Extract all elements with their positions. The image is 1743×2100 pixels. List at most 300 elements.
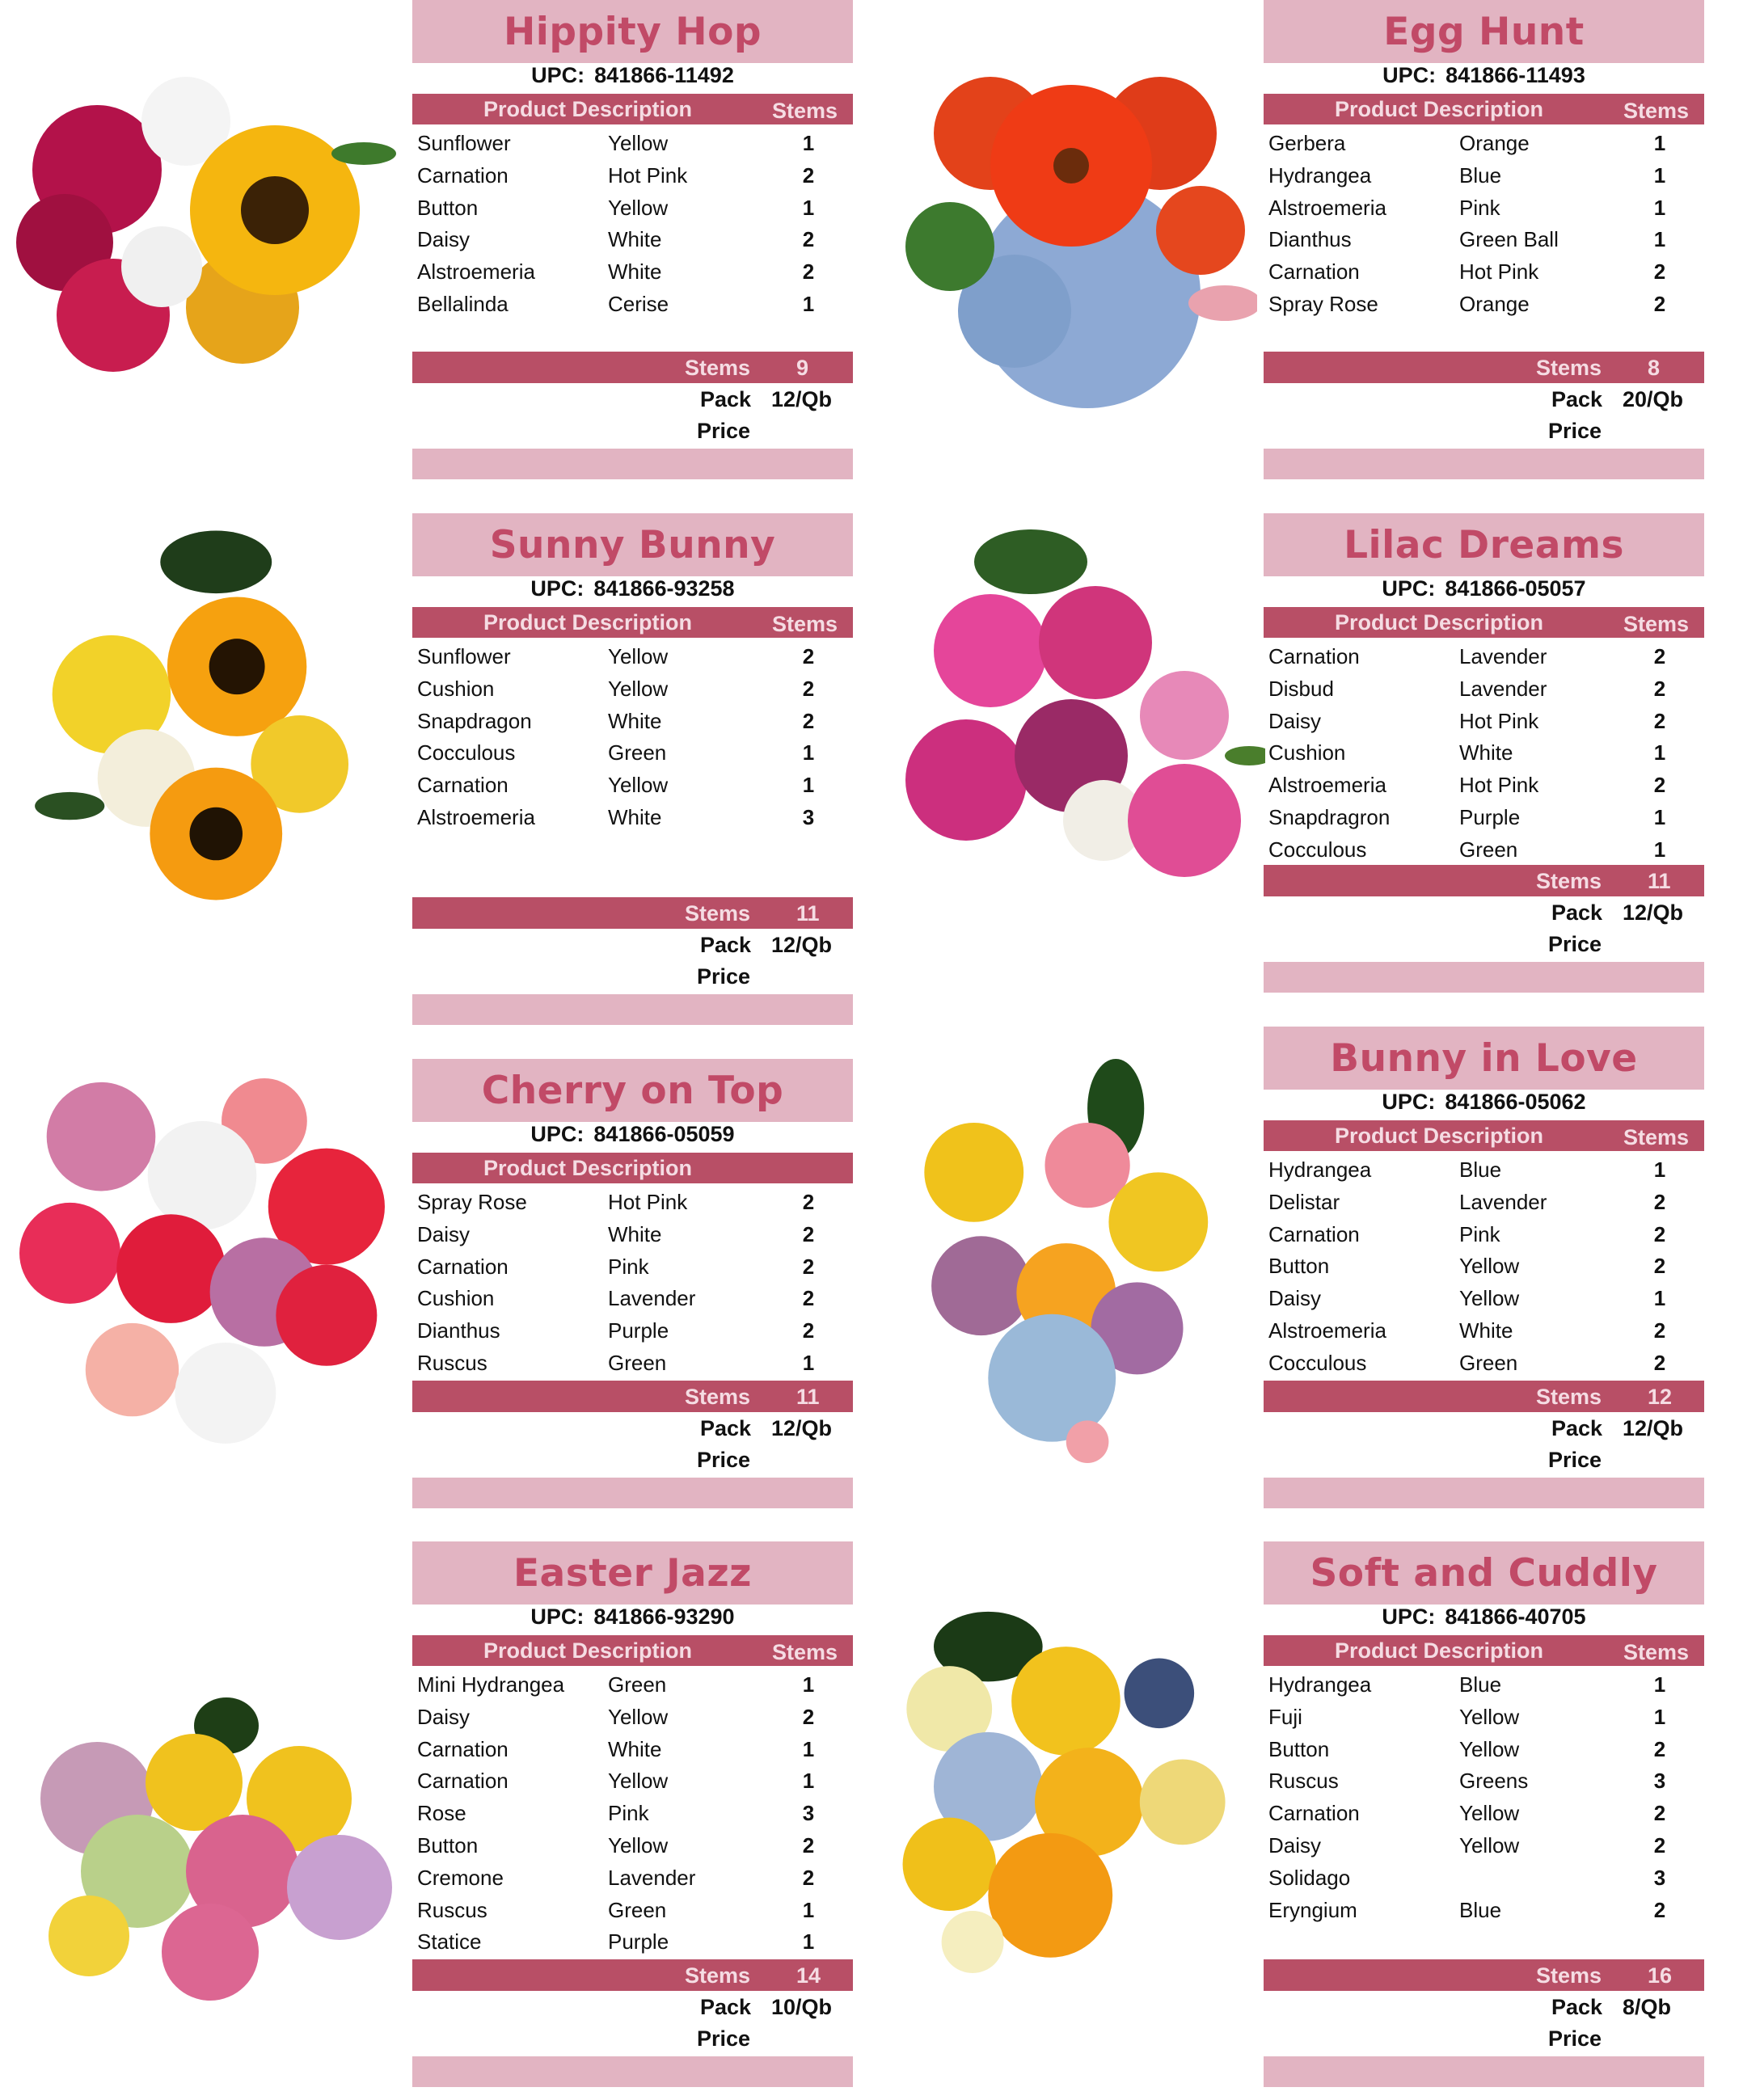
list-item: [1264, 1862, 1704, 1895]
flower-color: Yellow: [1459, 1832, 1520, 1858]
list-item: [1264, 1283, 1704, 1315]
flower-name: Carnation: [417, 1736, 509, 1761]
flower-name: Button: [1268, 1254, 1330, 1279]
list-item: [412, 1283, 853, 1315]
flower-name: Carnation: [1268, 644, 1360, 668]
flower-name: Gerbera: [1268, 131, 1346, 155]
flower-stems: 1: [1653, 131, 1666, 155]
list-item: [1264, 1219, 1704, 1251]
flower-name: Carnation: [1268, 1221, 1360, 1246]
stems-header: Stems: [1623, 1125, 1690, 1149]
flower-stems: 2: [802, 1318, 815, 1343]
list-item: [1264, 289, 1704, 321]
pack-label: Pack: [700, 387, 752, 411]
flower-stems: 1: [802, 1350, 815, 1375]
pack-value: 12/Qb: [771, 933, 833, 957]
pack-line: [412, 933, 853, 964]
pack-value: 8/Qb: [1623, 1995, 1672, 2019]
flower-stems: 2: [1653, 1801, 1666, 1826]
bouquet-photo: [853, 40, 1257, 445]
list-item: [412, 256, 853, 289]
flower-name: Mini Hydrangea: [417, 1672, 565, 1697]
upc-value: 841866-05062: [1445, 1090, 1586, 1114]
title-bar: [412, 1059, 853, 1122]
flower-color: Lavender: [1459, 1189, 1547, 1214]
product-title: Easter Jazz: [513, 1550, 753, 1596]
list-item: [1264, 128, 1704, 160]
flower-color: Green: [1459, 837, 1518, 862]
flower-color: White: [608, 259, 662, 285]
list-item: [412, 160, 853, 192]
flower-name: Ruscus: [417, 1897, 487, 1922]
stems-total-bar: [412, 1959, 853, 1991]
flower-stems: 2: [802, 1286, 815, 1311]
flower-color: Yellow: [1459, 1286, 1520, 1311]
bouquet-photo: [0, 1059, 404, 1463]
product-description-header: Product Description: [1335, 1124, 1544, 1148]
product-title: Egg Hunt: [1383, 9, 1585, 54]
list-item: [1264, 256, 1704, 289]
list-item: [412, 289, 853, 321]
flower-stems: 1: [802, 291, 815, 316]
list-item: [412, 1315, 853, 1347]
title-bar: [1264, 513, 1704, 576]
list-item: [1264, 737, 1704, 770]
upc-label: UPC:: [530, 576, 585, 601]
flower-color: Purple: [608, 1318, 669, 1343]
flower-name: Button: [1268, 1736, 1330, 1761]
flower-stems: 3: [802, 1801, 815, 1826]
price-label: Price: [1548, 419, 1602, 443]
stems-header: Stems: [772, 612, 838, 636]
stems-total-label: Stems: [1536, 1963, 1602, 1988]
flower-color: Yellow: [608, 1832, 669, 1858]
stems-header: Stems: [1623, 612, 1690, 636]
stems-total-bar: [1264, 1381, 1704, 1412]
flower-name: Solidago: [1268, 1865, 1351, 1890]
product-title: Bunny in Love: [1330, 1035, 1638, 1081]
flower-stems: 1: [802, 131, 815, 155]
bouquet-photo: [0, 513, 404, 917]
product-description-header: Product Description: [1335, 610, 1544, 635]
flower-color: Orange: [1459, 291, 1530, 316]
flower-stems: 2: [1653, 773, 1666, 798]
list-item: [412, 1926, 853, 1959]
flower-name: Button: [417, 1832, 479, 1858]
flower-stems: 2: [1653, 1221, 1666, 1246]
flower-name: Bellalinda: [417, 291, 509, 316]
flower-name: Carnation: [417, 1254, 509, 1279]
list-item: [1264, 1187, 1704, 1219]
pack-line: [1264, 1995, 1704, 2026]
flower-name: Cushion: [417, 1286, 495, 1311]
flower-color: Hot Pink: [1459, 773, 1539, 798]
flower-color: White: [608, 1736, 662, 1761]
flower-stems: 3: [1653, 1769, 1666, 1794]
flower-color: Yellow: [1459, 1254, 1520, 1279]
flower-stems: 2: [1653, 1832, 1666, 1858]
flower-name: Dianthus: [417, 1318, 500, 1343]
flower-color: Yellow: [608, 1769, 669, 1794]
pack-label: Pack: [1551, 1995, 1603, 2019]
title-bar: [412, 0, 853, 63]
flower-stems: 2: [802, 1254, 815, 1279]
list-item: [412, 641, 853, 673]
title-bar: [1264, 0, 1704, 63]
flower-name: Disbud: [1268, 676, 1334, 701]
stems-total-bar: [1264, 865, 1704, 896]
stems-header: Stems: [772, 1640, 838, 1664]
price-line: [1264, 1448, 1704, 1478]
flower-stems: 2: [1653, 676, 1666, 701]
upc-line: [412, 63, 853, 88]
flower-color: Purple: [1459, 804, 1521, 829]
flower-name: Alstroemeria: [417, 804, 535, 829]
flower-name: Sunflower: [417, 644, 511, 668]
upc-label: UPC:: [1382, 1090, 1436, 1114]
list-item: [1264, 802, 1704, 834]
flower-stems: 2: [1653, 259, 1666, 285]
pack-label: Pack: [700, 1416, 752, 1440]
pack-line: [1264, 900, 1704, 931]
flower-name: Dianthus: [1268, 227, 1352, 252]
pack-label: Pack: [700, 1995, 752, 2019]
flower-stems: 2: [802, 644, 815, 668]
list-item: [1264, 224, 1704, 256]
list-item: [1264, 1347, 1704, 1380]
flower-color: Yellow: [608, 676, 669, 701]
pack-value: 20/Qb: [1623, 387, 1684, 411]
price-label: Price: [697, 964, 751, 989]
list-item: [1264, 1765, 1704, 1798]
flower-stems: 2: [802, 676, 815, 701]
product-description-header: Product Description: [483, 610, 693, 635]
flower-stems: 1: [802, 740, 815, 765]
price-line: [412, 1448, 853, 1478]
stems-total-label: Stems: [1536, 1385, 1602, 1409]
flower-stems: 3: [802, 804, 815, 829]
upc-line: [412, 576, 853, 601]
flower-name: Daisy: [1268, 708, 1322, 733]
list-item: [412, 737, 853, 770]
price-line: [412, 419, 853, 449]
price-bar: [1264, 962, 1704, 993]
upc-line: [1264, 576, 1704, 601]
pack-label: Pack: [700, 933, 752, 957]
list-item: [1264, 770, 1704, 802]
stems-total-label: Stems: [685, 356, 751, 380]
stems-header: Stems: [1623, 99, 1690, 123]
flower-stems: 1: [1653, 804, 1666, 829]
upc-value: 841866-05059: [593, 1122, 735, 1146]
flower-color: Yellow: [608, 1704, 669, 1729]
product-description-header: Product Description: [483, 1156, 693, 1180]
flower-color: Lavender: [608, 1286, 696, 1311]
table-header: [412, 1153, 853, 1183]
flower-color: Pink: [1459, 1221, 1500, 1246]
price-label: Price: [1548, 932, 1602, 956]
flower-color: Yellow: [608, 131, 669, 155]
stems-total-label: Stems: [1536, 869, 1602, 893]
price-line: [1264, 2026, 1704, 2057]
flower-name: Daisy: [417, 1704, 471, 1729]
flower-name: Eryngium: [1268, 1897, 1357, 1922]
upc-line: [412, 1605, 853, 1630]
upc-value: 841866-11492: [594, 63, 734, 87]
flower-stems: 1: [802, 1672, 815, 1697]
flower-stems: 1: [802, 1929, 815, 1955]
title-bar: [412, 1541, 853, 1605]
list-item: [412, 1862, 853, 1895]
upc-line: [1264, 1090, 1704, 1115]
flower-color: Greens: [1459, 1769, 1529, 1794]
flower-stems: 1: [802, 1897, 815, 1922]
stems-total-value: 11: [796, 901, 820, 926]
flower-stems: 1: [1653, 1672, 1666, 1697]
stems-total-value: 16: [1648, 1963, 1673, 1988]
list-item: [412, 128, 853, 160]
list-item: [412, 1798, 853, 1830]
list-item: [412, 224, 853, 256]
item-list: [412, 641, 853, 834]
list-item: [412, 770, 853, 802]
flower-color: White: [608, 227, 662, 252]
list-item: [1264, 1702, 1704, 1734]
table-header: [412, 94, 853, 124]
flower-color: White: [1459, 740, 1513, 765]
stems-total-value: 9: [796, 356, 809, 380]
list-item: [1264, 641, 1704, 673]
list-item: [1264, 160, 1704, 192]
pack-value: 12/Qb: [1623, 1416, 1684, 1440]
pack-line: [412, 387, 853, 418]
flower-color: Orange: [1459, 131, 1530, 155]
list-item: [412, 673, 853, 706]
product-title: Lilac Dreams: [1344, 522, 1624, 567]
flower-name: Hydrangea: [1268, 1158, 1372, 1182]
upc-label: UPC:: [1382, 576, 1436, 601]
flower-color: Green: [1459, 1350, 1518, 1375]
price-bar: [412, 994, 853, 1025]
list-item: [412, 706, 853, 738]
flower-stems: 2: [802, 227, 815, 252]
flower-color: Blue: [1459, 162, 1502, 188]
flower-name: Button: [417, 195, 479, 220]
flower-color: Green Ball: [1459, 227, 1559, 252]
pack-label: Pack: [1551, 1416, 1603, 1440]
product-description-header: Product Description: [1335, 1638, 1544, 1663]
flower-name: Carnation: [417, 1769, 509, 1794]
stems-total-value: 11: [1648, 869, 1671, 893]
price-label: Price: [697, 2026, 751, 2051]
flower-name: Carnation: [417, 162, 509, 188]
flower-name: Spray Rose: [417, 1190, 527, 1214]
flower-color: Hot Pink: [1459, 708, 1539, 733]
flower-color: Lavender: [1459, 676, 1547, 701]
upc-line: [412, 1122, 853, 1147]
price-bar: [1264, 2056, 1704, 2087]
title-bar: [1264, 1027, 1704, 1090]
price-label: Price: [1548, 1448, 1602, 1472]
flower-name: Cocculous: [1268, 1350, 1367, 1375]
flower-color: White: [608, 1221, 662, 1246]
flower-name: Ruscus: [1268, 1769, 1339, 1794]
list-item: [1264, 1830, 1704, 1862]
item-list: [1264, 1154, 1704, 1380]
flower-stems: 1: [1653, 1286, 1666, 1311]
list-item: [412, 1734, 853, 1766]
upc-label: UPC:: [530, 1122, 585, 1146]
list-item: [412, 1765, 853, 1798]
list-item: [1264, 1154, 1704, 1187]
pack-value: 12/Qb: [771, 1416, 833, 1440]
price-bar: [412, 2056, 853, 2087]
stems-total-label: Stems: [685, 901, 751, 926]
flower-color: Cerise: [608, 291, 669, 316]
flower-color: Purple: [608, 1929, 669, 1955]
flower-stems: 1: [802, 1736, 815, 1761]
flower-name: Carnation: [417, 773, 509, 798]
product-title: Cherry on Top: [481, 1068, 784, 1113]
flower-stems: 2: [1653, 1318, 1666, 1343]
flower-name: Daisy: [417, 1221, 471, 1246]
stems-total-bar: [412, 897, 853, 929]
flower-name: Daisy: [417, 227, 471, 252]
flower-name: Snapdragon: [417, 708, 532, 733]
list-item: [1264, 1315, 1704, 1347]
list-item: [412, 1702, 853, 1734]
stems-total-value: 14: [796, 1963, 821, 1988]
flower-color: White: [608, 708, 662, 733]
product-description-header: Product Description: [483, 1638, 693, 1663]
stems-total-bar: [1264, 352, 1704, 383]
flower-name: Cremone: [417, 1865, 504, 1890]
flower-name: Carnation: [1268, 259, 1360, 285]
title-bar: [1264, 1541, 1704, 1605]
stems-total-value: 8: [1648, 356, 1661, 380]
item-list: [1264, 1669, 1704, 1926]
upc-value: 841866-11493: [1445, 63, 1585, 87]
flower-color: Yellow: [1459, 1801, 1520, 1826]
flower-color: Hot Pink: [608, 162, 688, 188]
flower-stems: 1: [802, 195, 815, 220]
flower-color: Green: [608, 740, 667, 765]
list-item: [1264, 1798, 1704, 1830]
list-item: [412, 802, 853, 834]
flower-color: Lavender: [608, 1865, 696, 1890]
upc-value: 841866-93290: [593, 1605, 735, 1629]
list-item: [412, 1669, 853, 1702]
flower-stems: 2: [802, 1865, 815, 1890]
list-item: [1264, 1895, 1704, 1927]
flower-name: Sunflower: [417, 131, 511, 155]
price-line: [412, 2026, 853, 2057]
flower-stems: 1: [802, 773, 815, 798]
flower-stems: 1: [1653, 740, 1666, 765]
pack-label: Pack: [1551, 387, 1603, 411]
pack-line: [412, 1995, 853, 2026]
list-item: [412, 192, 853, 225]
upc-label: UPC:: [1382, 63, 1437, 87]
flower-name: Fuji: [1268, 1704, 1302, 1729]
flower-stems: 2: [802, 259, 815, 285]
stems-total-label: Stems: [685, 1963, 751, 1988]
table-header: [412, 607, 853, 638]
price-label: Price: [1548, 2026, 1602, 2051]
flower-color: Blue: [1459, 1158, 1502, 1182]
price-label: Price: [697, 1448, 751, 1472]
table-header: [412, 1635, 853, 1666]
flower-name: Statice: [417, 1929, 482, 1955]
flower-name: Cushion: [1268, 740, 1346, 765]
flower-stems: 1: [1653, 227, 1666, 252]
flower-name: Alstroemeria: [1268, 773, 1386, 798]
item-list: [1264, 128, 1704, 321]
stems-total-label: Stems: [1536, 356, 1602, 380]
list-item: [412, 1251, 853, 1284]
flower-stems: 1: [1653, 162, 1666, 188]
flower-color: White: [608, 804, 662, 829]
flower-color: Yellow: [608, 773, 669, 798]
flower-stems: 2: [1653, 291, 1666, 316]
list-item: [412, 1895, 853, 1927]
flower-name: Cocculous: [1268, 837, 1367, 862]
item-list: [412, 1669, 853, 1959]
flower-stems: 2: [1653, 1897, 1666, 1922]
price-line: [1264, 932, 1704, 963]
price-line: [412, 964, 853, 995]
flower-name: Carnation: [1268, 1801, 1360, 1826]
bouquet-photo: [857, 1059, 1261, 1463]
pack-value: 10/Qb: [771, 1995, 833, 2019]
flower-stems: 2: [1653, 644, 1666, 668]
flower-name: Rose: [417, 1801, 466, 1826]
flower-name: Daisy: [1268, 1832, 1322, 1858]
flower-color: Blue: [1459, 1672, 1502, 1697]
upc-value: 841866-40705: [1445, 1605, 1586, 1629]
list-item: [1264, 673, 1704, 706]
upc-label: UPC:: [1382, 1605, 1436, 1629]
list-item: [1264, 1734, 1704, 1766]
pack-value: 12/Qb: [771, 387, 833, 411]
flower-name: Cushion: [417, 676, 495, 701]
flower-stems: 2: [802, 1190, 815, 1214]
pack-line: [1264, 1416, 1704, 1447]
stems-header: Stems: [1623, 1640, 1690, 1664]
product-description-header: Product Description: [1335, 97, 1544, 121]
bouquet-photo: [833, 1588, 1237, 1992]
flower-stems: 2: [1653, 1189, 1666, 1214]
bouquet-photo: [861, 513, 1265, 917]
flower-stems: 1: [802, 1769, 815, 1794]
flower-color: Yellow: [1459, 1736, 1520, 1761]
item-list: [1264, 641, 1704, 867]
list-item: [1264, 834, 1704, 867]
flower-color: Hot Pink: [1459, 259, 1539, 285]
price-line: [1264, 419, 1704, 449]
title-bar: [412, 513, 853, 576]
list-item: [412, 1187, 853, 1219]
flower-stems: 2: [1653, 1254, 1666, 1279]
stems-total-bar: [412, 352, 853, 383]
flower-color: Green: [608, 1897, 667, 1922]
flower-name: Alstroemeria: [1268, 195, 1386, 220]
price-bar: [412, 449, 853, 479]
flower-name: Daisy: [1268, 1286, 1322, 1311]
stems-total-bar: [1264, 1959, 1704, 1991]
table-header: [1264, 607, 1704, 638]
price-bar: [1264, 1478, 1704, 1508]
